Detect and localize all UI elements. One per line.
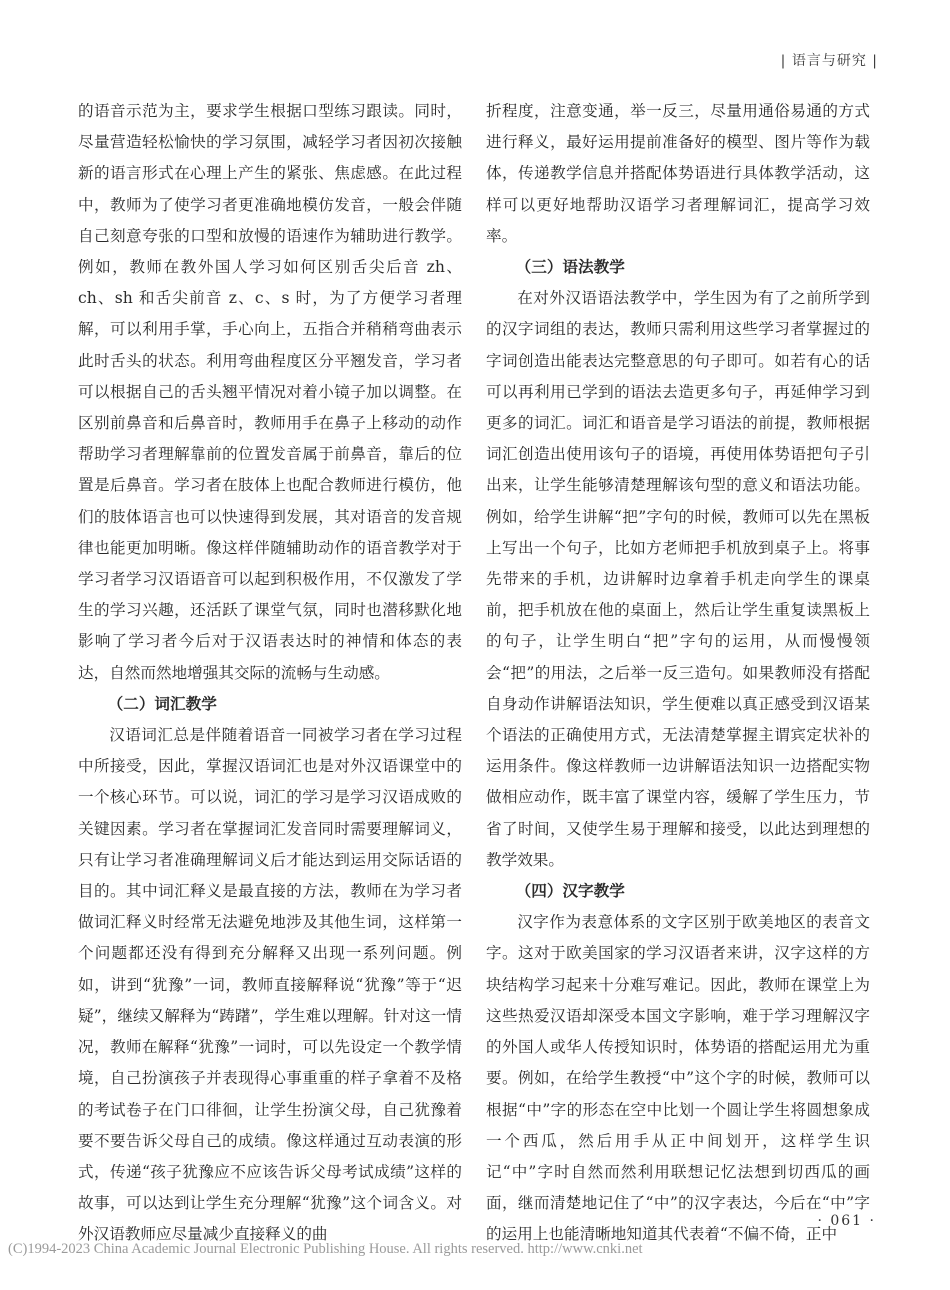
paragraph: 折程度，注意变通，举一反三，尽量用通俗易通的方式进行释义，最好运用提前准备好的模型、图片等作为载体，传递教学信息并搭配体势语进行具体教学活动，这样可以更好地帮助汉语学习者理解词汇，提高学习效率。 [486,102,870,245]
section-heading-characters: （四）汉字教学 [515,882,625,901]
paragraph: 的语音示范为主，要求学生根据口型练习跟读。同时，尽量营造轻松愉快的学习氛围，减轻学习者因初次接触新的语言形式在心理上产生的紧张、焦虑感。在此过程中，教师为了使学习者更准确地模仿发音，一般会伴随自己刻意夸张的口型和放慢的语速作为辅助进行教学。例如，教师在教外国人学习如何区别舌尖后音 zh、ch、sh 和舌尖前音 z、c、s 时，为了方便学习者理解，可以利用手掌，手心向上，五指合并稍稍弯曲表示此时舌头的状态。利用弯曲程度区分平翘发音，学习者可以根据自己的舌头翘平情况对着小镜子加以调整。在区别前鼻音和后鼻音时，教师用手在鼻子上移动的动作帮助学习者理解靠前的位置发音属于前鼻音，靠后的位置是后鼻音。学习者在肢体上也配合教师进行模仿，他们的肢体语言也可以快速得到发展，其对语音的发音规律也能更加明晰。像这样伴随辅助动作的语音教学对于学习者学习汉语语音可以起到积极作用，不仅激发了学生的学习兴趣，还活跃了课堂气氛，同时也潜移默化地影响了学习者今后对于汉语表达时的神情和体态的表达，自然而然地增强其交际的流畅与生动感。 [78,102,462,682]
left-column [78,96,462,1251]
paragraph: 汉语词汇总是伴随着语音一同被学习者在学习过程中所接受，因此，掌握汉语词汇也是对外汉语课堂中的一个核心环节。可以说，词汇的学习是学习汉语成败的关键因素。学习者在掌握词汇发音同时需要理解词义，只有让学习者准确理解词义后才能达到运用交际话语的目的。其中词汇释义是最直接的方法，教师在为学习者做词汇释义时经常无法避免地涉及其他生词，这样第一个问题都还没有得到充分解释又出现一系列问题。例如，讲到“犹豫”一词，教师直接解释说“犹豫”等于“迟疑”，继续又解释为“踌躇”，学生难以理解。针对这一情况，教师在解释“犹豫”一词时，可以先设定一个教学情境，自己扮演孩子并表现得心事重重的样子拿着不及格的考试卷子在门口徘徊，让学生扮演父母，自己犹豫着要不要告诉父母自己的成绩。像这样通过互动表演的形式，传递“孩子犹豫应不应该告诉父母考试成绩”这样的故事，可以达到让学生充分理解“犹豫”这个词含义。对外汉语教师应尽量减少直接释义的曲 [78,726,462,1244]
copyright-watermark: (C)1994-2023 China Academic Journal Electronic Publishing House. All rights reserved. http://www.cnki.net [8,1241,643,1257]
page-number: · 061 · [817,1213,876,1229]
section-heading-vocabulary: （二）词汇教学 [107,694,217,713]
right-column [486,96,870,1251]
paragraph: 汉字作为表意体系的文字区别于欧美地区的表音文字。这对于欧美国家的学习汉语者来讲，汉字这样的方块结构学习起来十分难写难记。因此，教师在课堂上为这些热爱汉语却深受本国文字影响，难于学习理解汉字的外国人或华人传授知识时，体势语的搭配运用尤为重要。例如，在给学生教授“中”这个字的时候，教师可以根据“中”字的形态在空中比划一个圆让学生将圆想象成一个西瓜，然后用手从正中间划开，这样学生识记“中”字时自然而然利用联想记忆法想到切西瓜的画面，继而清楚地记住了“中”的汉字表达，今后在“中”字的运用上也能清晰地知道其代表着“不偏不倚，正中 [486,913,870,1244]
paragraph: 在对外汉语语法教学中，学生因为有了之前所学到的汉字词组的表达，教师只需利用这些学习者掌握过的字词创造出能表达完整意思的句子即可。如若有心的话可以再利用已学到的语法去造更多句子，再延伸学习到更多的词汇。词汇和语音是学习语法的前提，教师根据词汇创造出使用该句子的语境，再使用体势语把句子引出来，让学生能够清楚理解该句型的意义和语法功能。例如，给学生讲解“把”字句的时候，教师可以先在黑板上写出一个句子，比如方老师把手机放到桌子上。将事先带来的手机，边讲解时边拿着手机走向学生的课桌前，把手机放在他的桌面上，然后让学生重复读黑板上的句子，让学生明白“把”字句的运用，从而慢慢领会“把”的用法，之后举一反三造句。如果教师没有搭配自身动作讲解语法知识，学生便难以真正感受到汉语某个语法的正确使用方式，无法清楚掌握主谓宾定状补的运用条件。像这样教师一边讲解语法知识一边搭配实物做相应动作，既丰富了课堂内容，缓解了学生压力，节省了时间，又使学生易于理解和接受，以此达到理想的教学效果。 [486,289,870,869]
section-heading-grammar: （三）语法教学 [515,258,625,277]
journal-header: | 语言与研究 | [780,53,878,69]
